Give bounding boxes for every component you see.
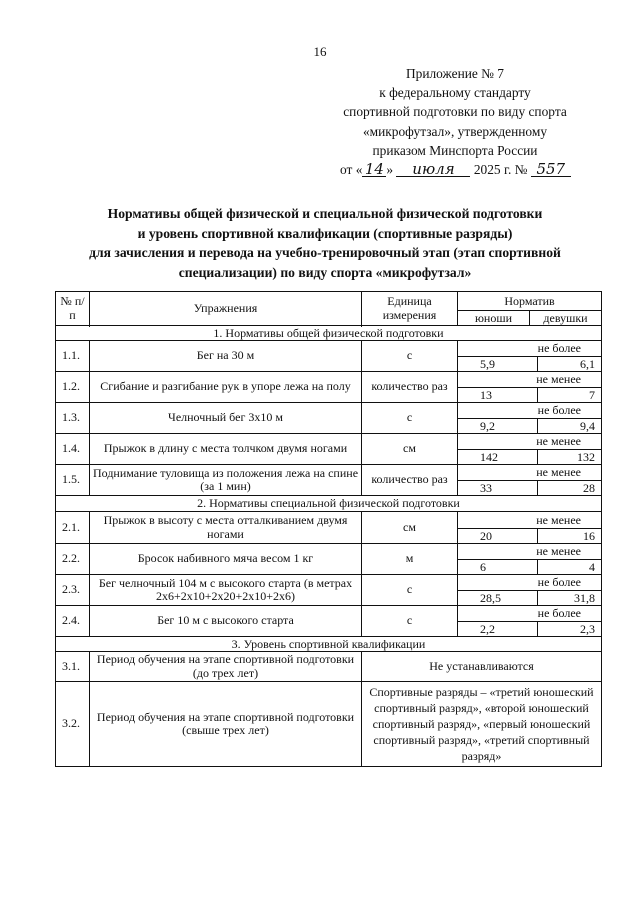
- norm-girls-value: 132: [577, 450, 595, 464]
- norm-boys-value: 20: [458, 529, 538, 543]
- page-number: 16: [313, 44, 327, 59]
- date-prefix: от «: [340, 162, 363, 178]
- row-number: 3.1.: [56, 652, 90, 682]
- row-unit: с: [362, 341, 458, 372]
- row-unit: количество раз: [362, 465, 458, 496]
- row-unit: м: [362, 544, 458, 575]
- row-number: 1.3.: [56, 403, 90, 434]
- row-norm-cell: [458, 403, 602, 434]
- row-norm-cell: [458, 434, 602, 465]
- header-number: № п/п: [56, 292, 90, 326]
- header-norm-group: [458, 292, 602, 326]
- norm-condition: не менее: [458, 544, 601, 560]
- norm-values: [458, 529, 601, 543]
- table-row: [56, 465, 602, 496]
- norm-boys-value: 142: [458, 450, 538, 464]
- norm-values: [458, 450, 601, 464]
- norm-values: [458, 622, 601, 636]
- row-qualification-value: Спортивные разряды – «третий юношеский спортивный разряд», «второй юношеский спортивный разряд», «первый юношеский спортивный разряд», «третий спортивный разряд»: [362, 682, 602, 767]
- appendix-date-line: [340, 160, 570, 179]
- header-girls: девушки: [543, 311, 588, 325]
- table-row: [56, 575, 602, 606]
- row-unit: см: [362, 434, 458, 465]
- norm-condition: не более: [458, 575, 601, 591]
- norm-boys-value: 6: [458, 560, 538, 574]
- row-exercise: Сгибание и разгибание рук в упоре лежа на полу: [90, 372, 362, 403]
- section-title: 3. Уровень спортивной квалификации: [56, 637, 602, 652]
- row-norm-cell: [458, 372, 602, 403]
- section-title: 1. Нормативы общей физической подготовки: [56, 326, 602, 341]
- row-norm-cell: [458, 606, 602, 637]
- row-exercise: Челночный бег 3х10 м: [90, 403, 362, 434]
- row-number: 2.2.: [56, 544, 90, 575]
- norm-girls-value: 7: [589, 388, 595, 402]
- row-norm-cell: [458, 341, 602, 372]
- table-row: [56, 652, 602, 682]
- norm-condition: не более: [458, 403, 601, 419]
- norm-boys-value: 9,2: [458, 419, 538, 433]
- norm-girls-value: 2,3: [580, 622, 595, 636]
- header-norm: Норматив: [458, 292, 601, 311]
- row-number: 2.1.: [56, 512, 90, 544]
- appendix-line-3: спортивной подготовки по виду спорта: [343, 104, 567, 120]
- row-exercise: Бросок набивного мяча весом 1 кг: [90, 544, 362, 575]
- header-sub-row: [458, 311, 601, 325]
- norm-values: [458, 357, 601, 371]
- title-line-2: и уровень спортивной квалификации (спортивные разряды): [137, 225, 513, 241]
- norm-boys-value: 33: [458, 481, 538, 495]
- header-boys: юноши: [458, 311, 530, 325]
- row-number: 2.3.: [56, 575, 90, 606]
- row-unit: количество раз: [362, 372, 458, 403]
- norm-girls-value: 6,1: [580, 357, 595, 371]
- title-line-4: специализации) по виду спорта «микрофутзал»: [178, 264, 472, 280]
- row-exercise: Прыжок в высоту с места отталкиванием двумя ногами: [90, 512, 362, 544]
- appendix-header: [340, 64, 570, 179]
- row-norm-cell: [458, 575, 602, 606]
- norm-condition: не более: [458, 606, 601, 622]
- table-header-row: [56, 292, 602, 326]
- section-header-row: [56, 496, 602, 512]
- table-row: [56, 434, 602, 465]
- row-number: 2.4.: [56, 606, 90, 637]
- row-unit: с: [362, 606, 458, 637]
- row-number: 3.2.: [56, 682, 90, 767]
- norm-condition: не менее: [458, 513, 601, 529]
- section-header-row: [56, 326, 602, 341]
- row-exercise: Прыжок в длину с места толчком двумя ногами: [90, 434, 362, 465]
- norm-condition: не менее: [458, 434, 601, 450]
- row-exercise: Бег на 30 м: [90, 341, 362, 372]
- row-norm-cell: [458, 512, 602, 544]
- table-row: [56, 544, 602, 575]
- norm-boys-value: 13: [458, 388, 538, 402]
- date-month: июля: [396, 162, 470, 177]
- row-exercise: Бег 10 м с высокого старта: [90, 606, 362, 637]
- table-row: [56, 341, 602, 372]
- norm-girls-value: 28: [583, 481, 595, 495]
- appendix-line-2: к федеральному стандарту: [379, 85, 531, 101]
- date-day: 14: [362, 162, 386, 177]
- table-row: [56, 403, 602, 434]
- appendix-line-4: «микрофутзал», утвержденному: [362, 123, 548, 139]
- title-line-1: Нормативы общей физической и специальной физической подготовки: [107, 206, 543, 221]
- row-unit: с: [362, 403, 458, 434]
- norm-values: [458, 560, 601, 574]
- norm-girls-value: 16: [583, 528, 595, 543]
- document-title: [40, 204, 610, 282]
- norm-girls-value: 9,4: [580, 419, 595, 433]
- norms-table: [55, 291, 602, 767]
- row-unit: с: [362, 575, 458, 606]
- norm-condition: не менее: [458, 372, 601, 388]
- date-year: 2025 г. №: [473, 162, 528, 178]
- norm-boys-value: 5,9: [458, 357, 538, 371]
- table-row: [56, 512, 602, 544]
- header-unit: Единица измерения: [362, 292, 458, 326]
- order-number: 557: [531, 162, 571, 177]
- row-unit: см: [362, 512, 458, 544]
- norm-boys-value: 2,2: [458, 622, 538, 636]
- norm-girls-value: 31,8: [574, 591, 595, 605]
- norm-boys-value: 28,5: [458, 591, 538, 605]
- header-exercises: Упражнения: [90, 292, 362, 326]
- title-line-3: для зачисления и перевода на учебно-тренировочный этап (этап спортивной: [89, 245, 561, 260]
- row-exercise: Период обучения на этапе спортивной подготовки (до трех лет): [90, 652, 362, 682]
- norm-condition: не более: [458, 341, 601, 357]
- row-qualification-value: Не устанавливаются: [362, 652, 602, 682]
- table-row: [56, 372, 602, 403]
- row-number: 1.1.: [56, 341, 90, 372]
- norm-values: [458, 419, 601, 433]
- row-exercise: Период обучения на этапе спортивной подготовки (свыше трех лет): [90, 682, 362, 767]
- row-norm-cell: [458, 544, 602, 575]
- row-number: 1.2.: [56, 372, 90, 403]
- date-quote: »: [386, 162, 394, 178]
- row-exercise: Бег челночный 104 м с высокого старта (в метрах 2х6+2х10+2х20+2х10+2х6): [90, 575, 362, 606]
- norm-values: [458, 481, 601, 495]
- appendix-title: Приложение № 7: [405, 66, 505, 81]
- section-title: 2. Нормативы специальной физической подготовки: [56, 496, 602, 512]
- norms-table-body: [56, 292, 602, 767]
- norm-values: [458, 388, 601, 402]
- row-exercise: Поднимание туловища из положения лежа на спине (за 1 мин): [90, 465, 362, 496]
- table-row: [56, 682, 602, 767]
- appendix-line-5: приказом Минспорта России: [372, 142, 538, 158]
- row-number: 1.5.: [56, 465, 90, 496]
- norm-girls-value: 4: [589, 560, 595, 574]
- norm-condition: не менее: [458, 465, 601, 481]
- section-header-row: [56, 637, 602, 652]
- row-norm-cell: [458, 465, 602, 496]
- table-row: [56, 606, 602, 637]
- norm-values: [458, 591, 601, 605]
- row-number: 1.4.: [56, 434, 90, 465]
